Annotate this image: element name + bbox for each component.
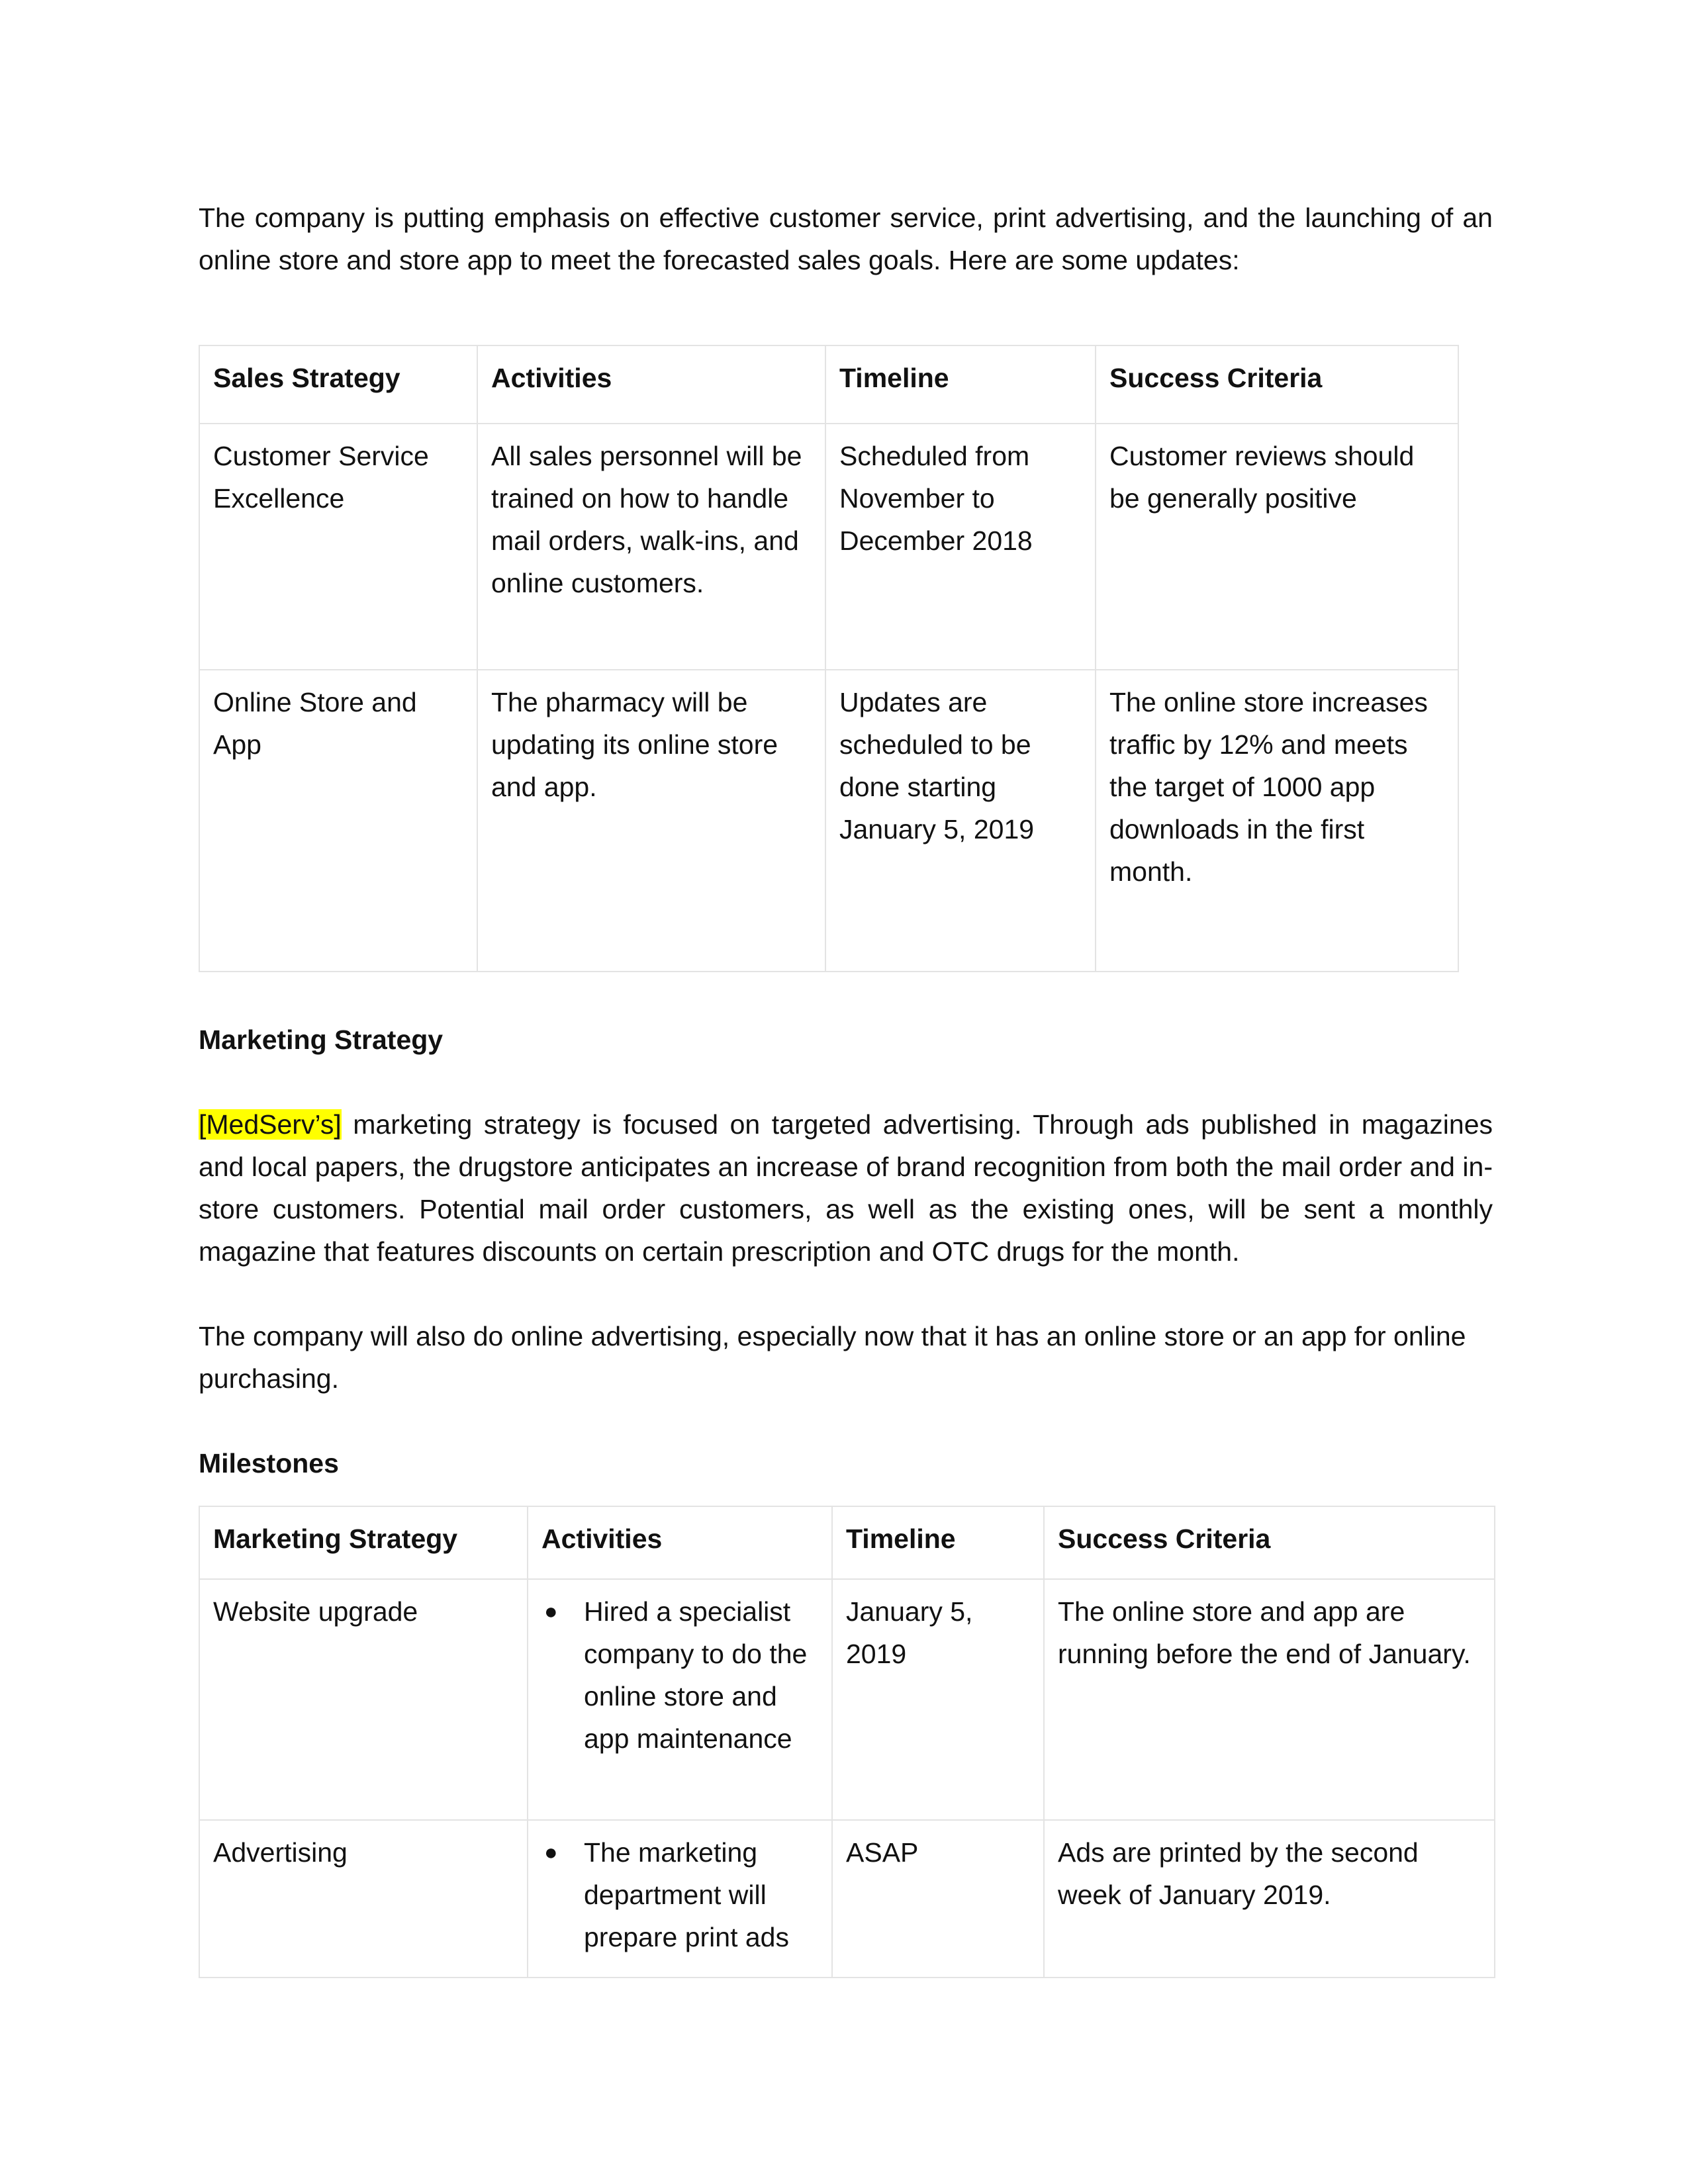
sales-strategy-table [199, 345, 1459, 972]
list-item: ● Hired a specialist company to do the online store and app maintenance [541, 1590, 818, 1760]
table-cell: Scheduled from November to December 2018 [825, 424, 1096, 670]
marketing-strategy-heading: Marketing Strategy [199, 1024, 444, 1055]
online-advertising-paragraph: The company will also do online advertising, especially now that it has an online store or an app for online purchasing. [199, 1321, 1466, 1394]
marketing-paragraph-text: marketing strategy is focused on targeted advertising. Through ads published in magazines and local papers, the drugstore anticipates an increase of brand recognition from both the mail order and in-store customers. Potential mail order customers, as well as the existing ones, will be sent a monthly magazine that features discounts on certain prescription and OTC drugs for the month. [199, 1109, 1493, 1267]
document-body [199, 197, 1493, 1978]
header-cell: Sales Strategy [199, 345, 477, 424]
bullet-list [541, 1831, 818, 1958]
table-cell: The online store increases traffic by 12% and meets the target of 1000 app downloads in the first month. [1096, 670, 1458, 972]
header-cell: Timeline [825, 345, 1096, 424]
table-cell: January 5, 2019 [832, 1579, 1044, 1820]
header-cell: Success Criteria [1044, 1506, 1495, 1579]
table-cell [528, 1820, 832, 1978]
highlighted-company-name: [MedServ’s] [199, 1109, 342, 1140]
table-cell: Customer reviews should be generally positive [1096, 424, 1458, 670]
table-cell: Online Store and App [199, 670, 477, 972]
header-cell: Activities [528, 1506, 832, 1579]
header-cell: Marketing Strategy [199, 1506, 528, 1579]
bullet-list [541, 1590, 818, 1760]
header-cell: Activities [477, 345, 825, 424]
table-cell: ASAP [832, 1820, 1044, 1978]
header-cell: Success Criteria [1096, 345, 1458, 424]
header-cell: Timeline [832, 1506, 1044, 1579]
table-header-row [199, 345, 1458, 424]
marketing-paragraph [199, 1103, 1493, 1273]
milestones-heading: Milestones [199, 1448, 339, 1479]
table-cell [528, 1579, 832, 1820]
table-cell: Advertising [199, 1820, 528, 1978]
table-header-row [199, 1506, 1495, 1579]
table-cell: All sales personnel will be trained on how to handle mail orders, walk-ins, and online customers. [477, 424, 825, 670]
table-row [199, 1820, 1495, 1978]
intro-paragraph: The company is putting emphasis on effective customer service, print advertising, and the launching of an online store and store app to meet the forecasted sales goals. Here are some updates: [199, 203, 1493, 275]
table-cell: Customer Service Excellence [199, 424, 477, 670]
table-cell: The pharmacy will be updating its online store and app. [477, 670, 825, 972]
table-row [199, 670, 1458, 972]
table-row [199, 424, 1458, 670]
table-cell: The online store and app are running before the end of January. [1044, 1579, 1495, 1820]
table-cell: Updates are scheduled to be done starting January 5, 2019 [825, 670, 1096, 972]
list-item: ● The marketing department will prepare print ads [541, 1831, 818, 1958]
table-cell: Website upgrade [199, 1579, 528, 1820]
table-row [199, 1579, 1495, 1820]
milestones-table [199, 1506, 1495, 1978]
table-cell: Ads are printed by the second week of January 2019. [1044, 1820, 1495, 1978]
